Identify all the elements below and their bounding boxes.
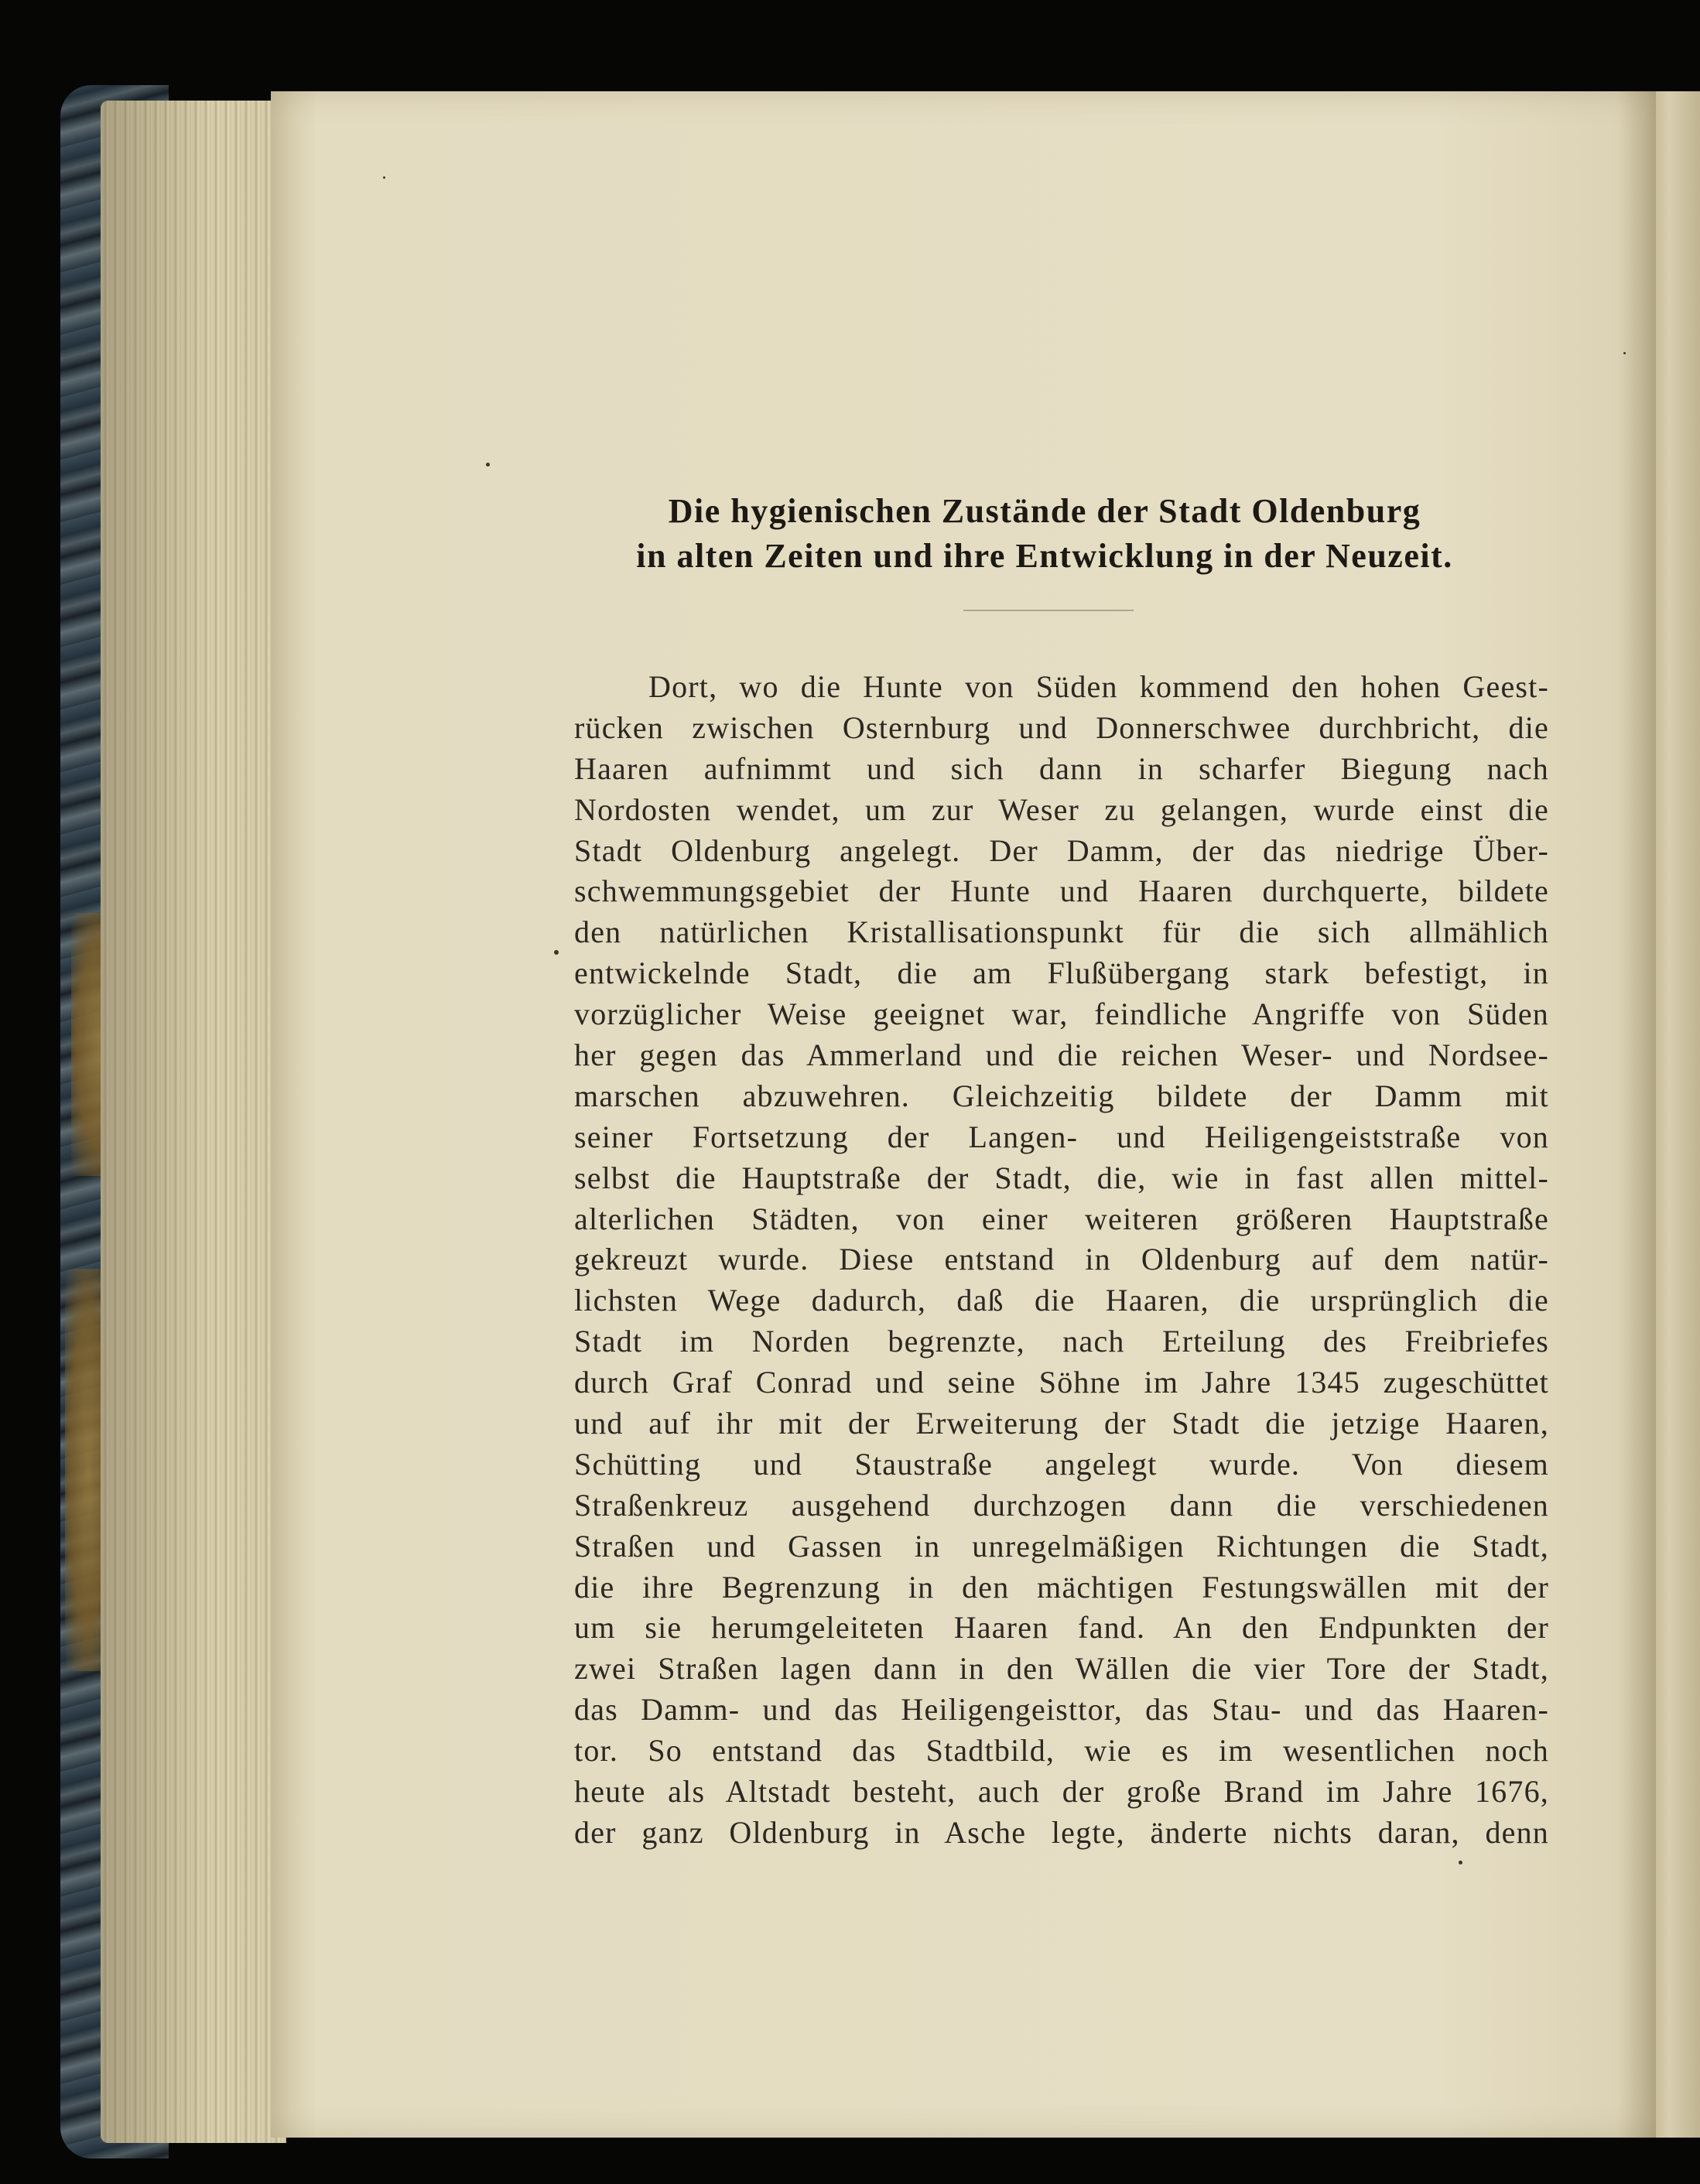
paper-speck [554, 950, 559, 955]
text-line: schwemmungsgebiet der Hunte und Haaren durchquerte, bildete [574, 873, 1549, 909]
text-line: den natürlichen Kristallisationspunkt für die sich allmählich [574, 914, 1549, 950]
text-line: alterlichen Städten, von einer weiteren größeren Hauptstraße [574, 1201, 1549, 1236]
text-line: Stadt Oldenburg angelegt. Der Damm, der das niedrige Über- [574, 832, 1549, 868]
text-line: Straßen und Gassen in unregelmäßigen Richtungen die Stadt, [574, 1528, 1549, 1564]
text-line: das Damm- und das Heiligengeisttor, das Stau- und das Haaren- [574, 1692, 1549, 1728]
paper-speck [486, 463, 490, 467]
text-line: rücken zwischen Osternburg und Donnerschwee durchbricht, die [574, 709, 1549, 745]
text-line: seiner Fortsetzung der Langen- und Heiligengeiststraße von [574, 1119, 1549, 1154]
paper-speck [383, 176, 385, 179]
text-line: um sie herumgeleiteten Haaren fand. An den Endpunkten der [574, 1610, 1549, 1646]
heading-line-1: Die hygienischen Zustände der Stadt Oldenburg [668, 492, 1421, 530]
text-line: durch Graf Conrad und seine Söhne im Jahre 1345 zugeschüttet [574, 1365, 1549, 1400]
text-line: her gegen das Ammerland und die reichen Weser- und Nordsee- [574, 1037, 1549, 1073]
page-edges-shadow [101, 101, 286, 2143]
text-line: Stadt im Norden begrenzte, nach Erteilung des Freibriefes [574, 1324, 1549, 1359]
text-line: Straßenkreuz ausgehend durchzogen dann die verschiedenen [574, 1487, 1549, 1523]
paper-speck [1459, 1861, 1462, 1864]
text-line: die ihre Begrenzung in den mächtigen Festungswällen mit der [574, 1569, 1549, 1605]
text-line: und auf ihr mit der Erweiterung der Stadt die jetzige Haaren, [574, 1406, 1549, 1441]
text-line: gekreuzt wurde. Diese entstand in Oldenburg auf dem natür- [574, 1242, 1549, 1277]
text-line: Nordosten wendet, um zur Weser zu gelangen, wurde einst die [574, 791, 1549, 827]
facing-page-edge [1656, 91, 1700, 2138]
body-paragraph [574, 667, 1549, 1854]
heading-divider [963, 610, 1134, 611]
text-line: lichsten Wege dadurch, daß die Haaren, die ursprünglich die [574, 1283, 1549, 1318]
text-line: entwickelnde Stadt, die am Flußübergang stark befestigt, in [574, 955, 1549, 991]
text-line: marschen abzuwehren. Gleichzeitig bildete der Damm mit [574, 1078, 1549, 1113]
text-line: Dort, wo die Hunte von Süden kommend den hohen Geest- [648, 669, 1549, 704]
paper-speck [1623, 352, 1626, 354]
text-line: vorzüglicher Weise geeignet war, feindliche Angriffe von Süden [574, 996, 1549, 1032]
text-line: tor. So entstand das Stadtbild, wie es im wesentlichen noch [574, 1733, 1549, 1769]
text-line: selbst die Hauptstraße der Stadt, die, wie in fast allen mittel- [574, 1160, 1549, 1195]
text-line: heute als Altstadt besteht, auch der große Brand im Jahre 1676, [574, 1774, 1549, 1810]
chapter-heading [526, 489, 1563, 579]
text-line: zwei Straßen lagen dann in den Wällen die vier Tore der Stadt, [574, 1651, 1549, 1687]
text-line: Haaren aufnimmt und sich dann in scharfer Biegung nach [574, 750, 1549, 786]
text-line: der ganz Oldenburg in Asche legte, änderte nichts daran, denn [574, 1814, 1549, 1850]
text-line: Schütting und Staustraße angelegt wurde. Von diesem [574, 1446, 1549, 1482]
heading-line-2: in alten Zeiten und ihre Entwicklung in der Neuzeit. [636, 537, 1453, 575]
